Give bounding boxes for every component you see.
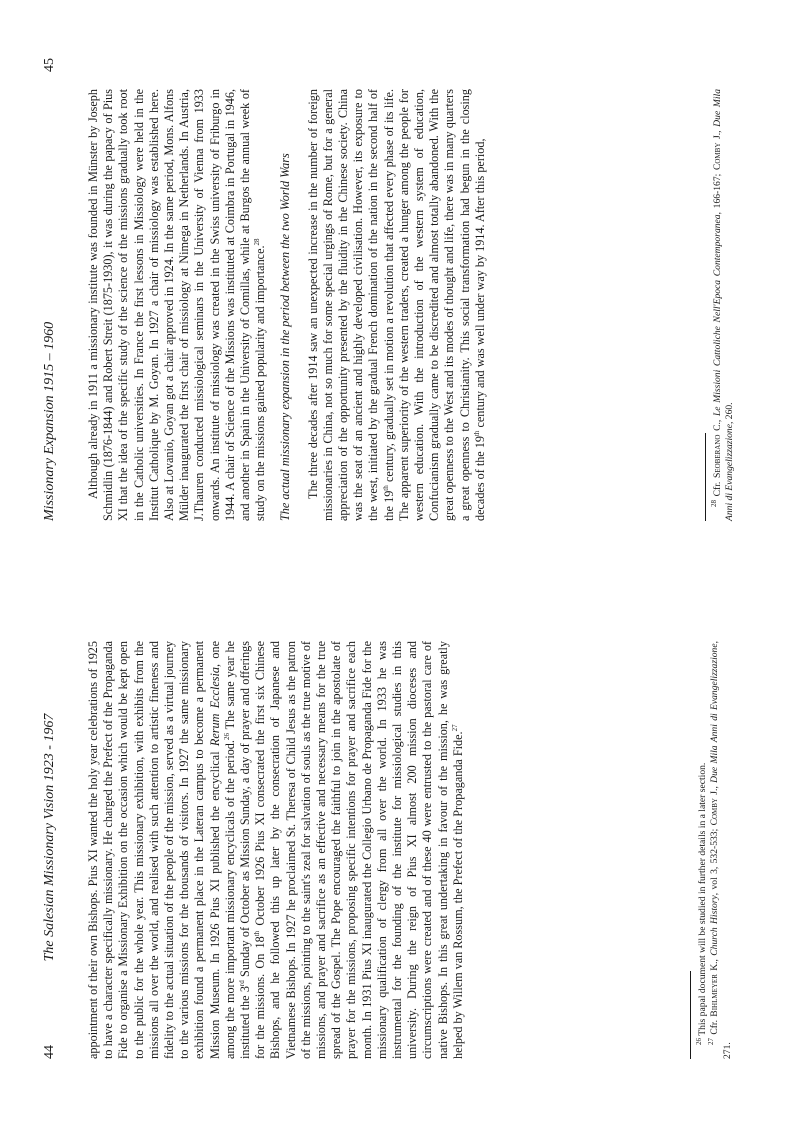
footnote-rule bbox=[705, 433, 706, 521]
left-footnotes bbox=[690, 641, 734, 1059]
right-body-text bbox=[86, 89, 488, 521]
left-page bbox=[0, 562, 793, 1123]
footnote-ref-26[interactable]: 26 bbox=[222, 733, 231, 741]
footnote-ref-28[interactable]: 28 bbox=[253, 238, 262, 246]
left-paragraph: appointment of their own Bishops. Pius XI wanted the holy year celebrations of 1925 to have a character specifically missionary. He charged the Prefect of the Propaganda Fide to organise a Missionary Exhibition on the occasion which would be kept open to the public for the whole year. This missionary exhibition, with exhibits from the missions all over the world, and realised with such attention to artistic fineness and fidelity to the actual situation of the people of the mission, served as a virtual journey to the various missions for the thousands of visitors. In 1927 the same missionary exhibition found a permanent place in the Lateran campus to become a permanent Mission Museum. In 1926 Pius XI published the encyclical Rerum Ecclesia, one among the more important missionary encyclicals of the period.$^{26}$ The same year he instituted the 3rd Sunday of October as Mission Sunday, a day of prayer and offerings for the missions. On 18th October 1926 Pius XI consecrated the first six Chinese Bishops, and he followed this up later by the consecration of Japanese and Vietnamese Bishops. In 1927 he proclaimed St. Theresa of Child Jesus as the patron of the missions, pointing to the saint's zeal for salvation of souls as the true motive of missions, and prayer and sacrifice as an effective and necessary means for the true spread of the Gospel. The Pope encouraged the faithful to join in the apostolate of prayer for the missions, proposing specific intentions for prayer and sacrifice each month. In 1931 Pius XI inaugurated the Collegio Urbano de Propaganda Fide for the missionary qualification of clergy from all over the world. In 1933 he was instrumental for the founding of the institute for missiological studies in this university. During the reign of Pius XI almost 200 mission dioceses and circumscriptions were created and of these 40 were entrusted to the pastoral care of native Bishops. In this great undertaking in favour of the mission, he was greatly helped by Willem van Rossum, the Prefect of the Propaganda Fide.$^{27}$ bbox=[86, 640, 465, 1059]
left-page-number: 44 bbox=[42, 1045, 57, 1059]
footnote-27: $^{27}$ Cfr. Bihlmeyer K., Church History, vol 3, 532-533; Comby J., Due Mila Anni di Evangelizzazione, 271. bbox=[707, 641, 733, 1059]
left-running-title: The Salesian Missionary Vision 1923 - 1967 bbox=[42, 713, 57, 962]
left-running-head bbox=[42, 616, 62, 1059]
footnote-26: $^{26}$ This papal document will be studied in further details in a later section. bbox=[694, 762, 708, 1045]
right-page bbox=[0, 0, 793, 561]
footnote-ref-27[interactable]: 27 bbox=[450, 724, 459, 732]
right-running-title: Missionary Expansion 1915 – 1960 bbox=[42, 321, 57, 521]
footnote-28: $^{28}$ Cfr. Seoberano C., Le Missioni Cattoliche Nell'Epoca Contemporanea, 166-167; Comby J., Due Mila Anni di Evangelizzazione, 260. bbox=[709, 89, 736, 521]
left-body-text bbox=[86, 641, 466, 1059]
footnote-rule bbox=[690, 971, 691, 1059]
right-running-head bbox=[42, 58, 62, 521]
right-page-number: 45 bbox=[42, 58, 57, 72]
right-paragraph-2: The three decades after 1914 saw an unexpected increase in the number of foreign missionaries in China, not so much for some special urgings of Rome, but for a general appreciation of the opportunity presented by the fluidity in the Chinese society. China was the seat of an ancient and highly developed civilisation. However, its exposure to the west, initiated by the gradual French domination of the nation in the second half of the 19th century, gradually set in motion a revolution that affected every phase of its life. The apparent superiority of the western traders, created a hunger among the people for western education. With the introduction of the western system of education, Confucianism gradually came to be discredited and almost totally abandoned. With the great openness to the West and its modes of thought and life, there was in many quarters a great openness to Christianity. This social transformation had begun in the closing decades of the 19th century and was well under way by 1914. After this period, bbox=[305, 89, 487, 521]
section-heading: The actual missionary expansion in the period between the two World Wars bbox=[278, 153, 293, 521]
right-paragraph-1: Although already in 1911 a missionary institute was founded in Münster by Joseph Schmidlin (1876-1844) and Robert Streit (1875-1930), it was during the papacy of Pius XI that the idea of the specific study of the science of the missions gradually took root in the Catholic universities. In France the first lessons in Missiology were held in the Institut Catholique by M. Goyan. In 1927 a chair of missiology was established here. Also at Lovanio, Goyan got a chair approved in 1924. In the same period, Mons. Alfons Mülder inaugurated the first chair of missiology at Nimega in Netherlands. In Austria, J.Thauren conducted missiological seminars in the University of Vienna from 1933 onwards. An institute of missiology was created in the Swiss university of Friburgo in 1944. A chair of Science of the Missions was instituted at Coimbra in Portugal in 1946, and another in Spain in the University of Comillas, while at Burgos the annual week of study on the missions gained popularity and importance.$^{28}$ bbox=[86, 89, 268, 521]
right-footnotes bbox=[705, 89, 737, 521]
